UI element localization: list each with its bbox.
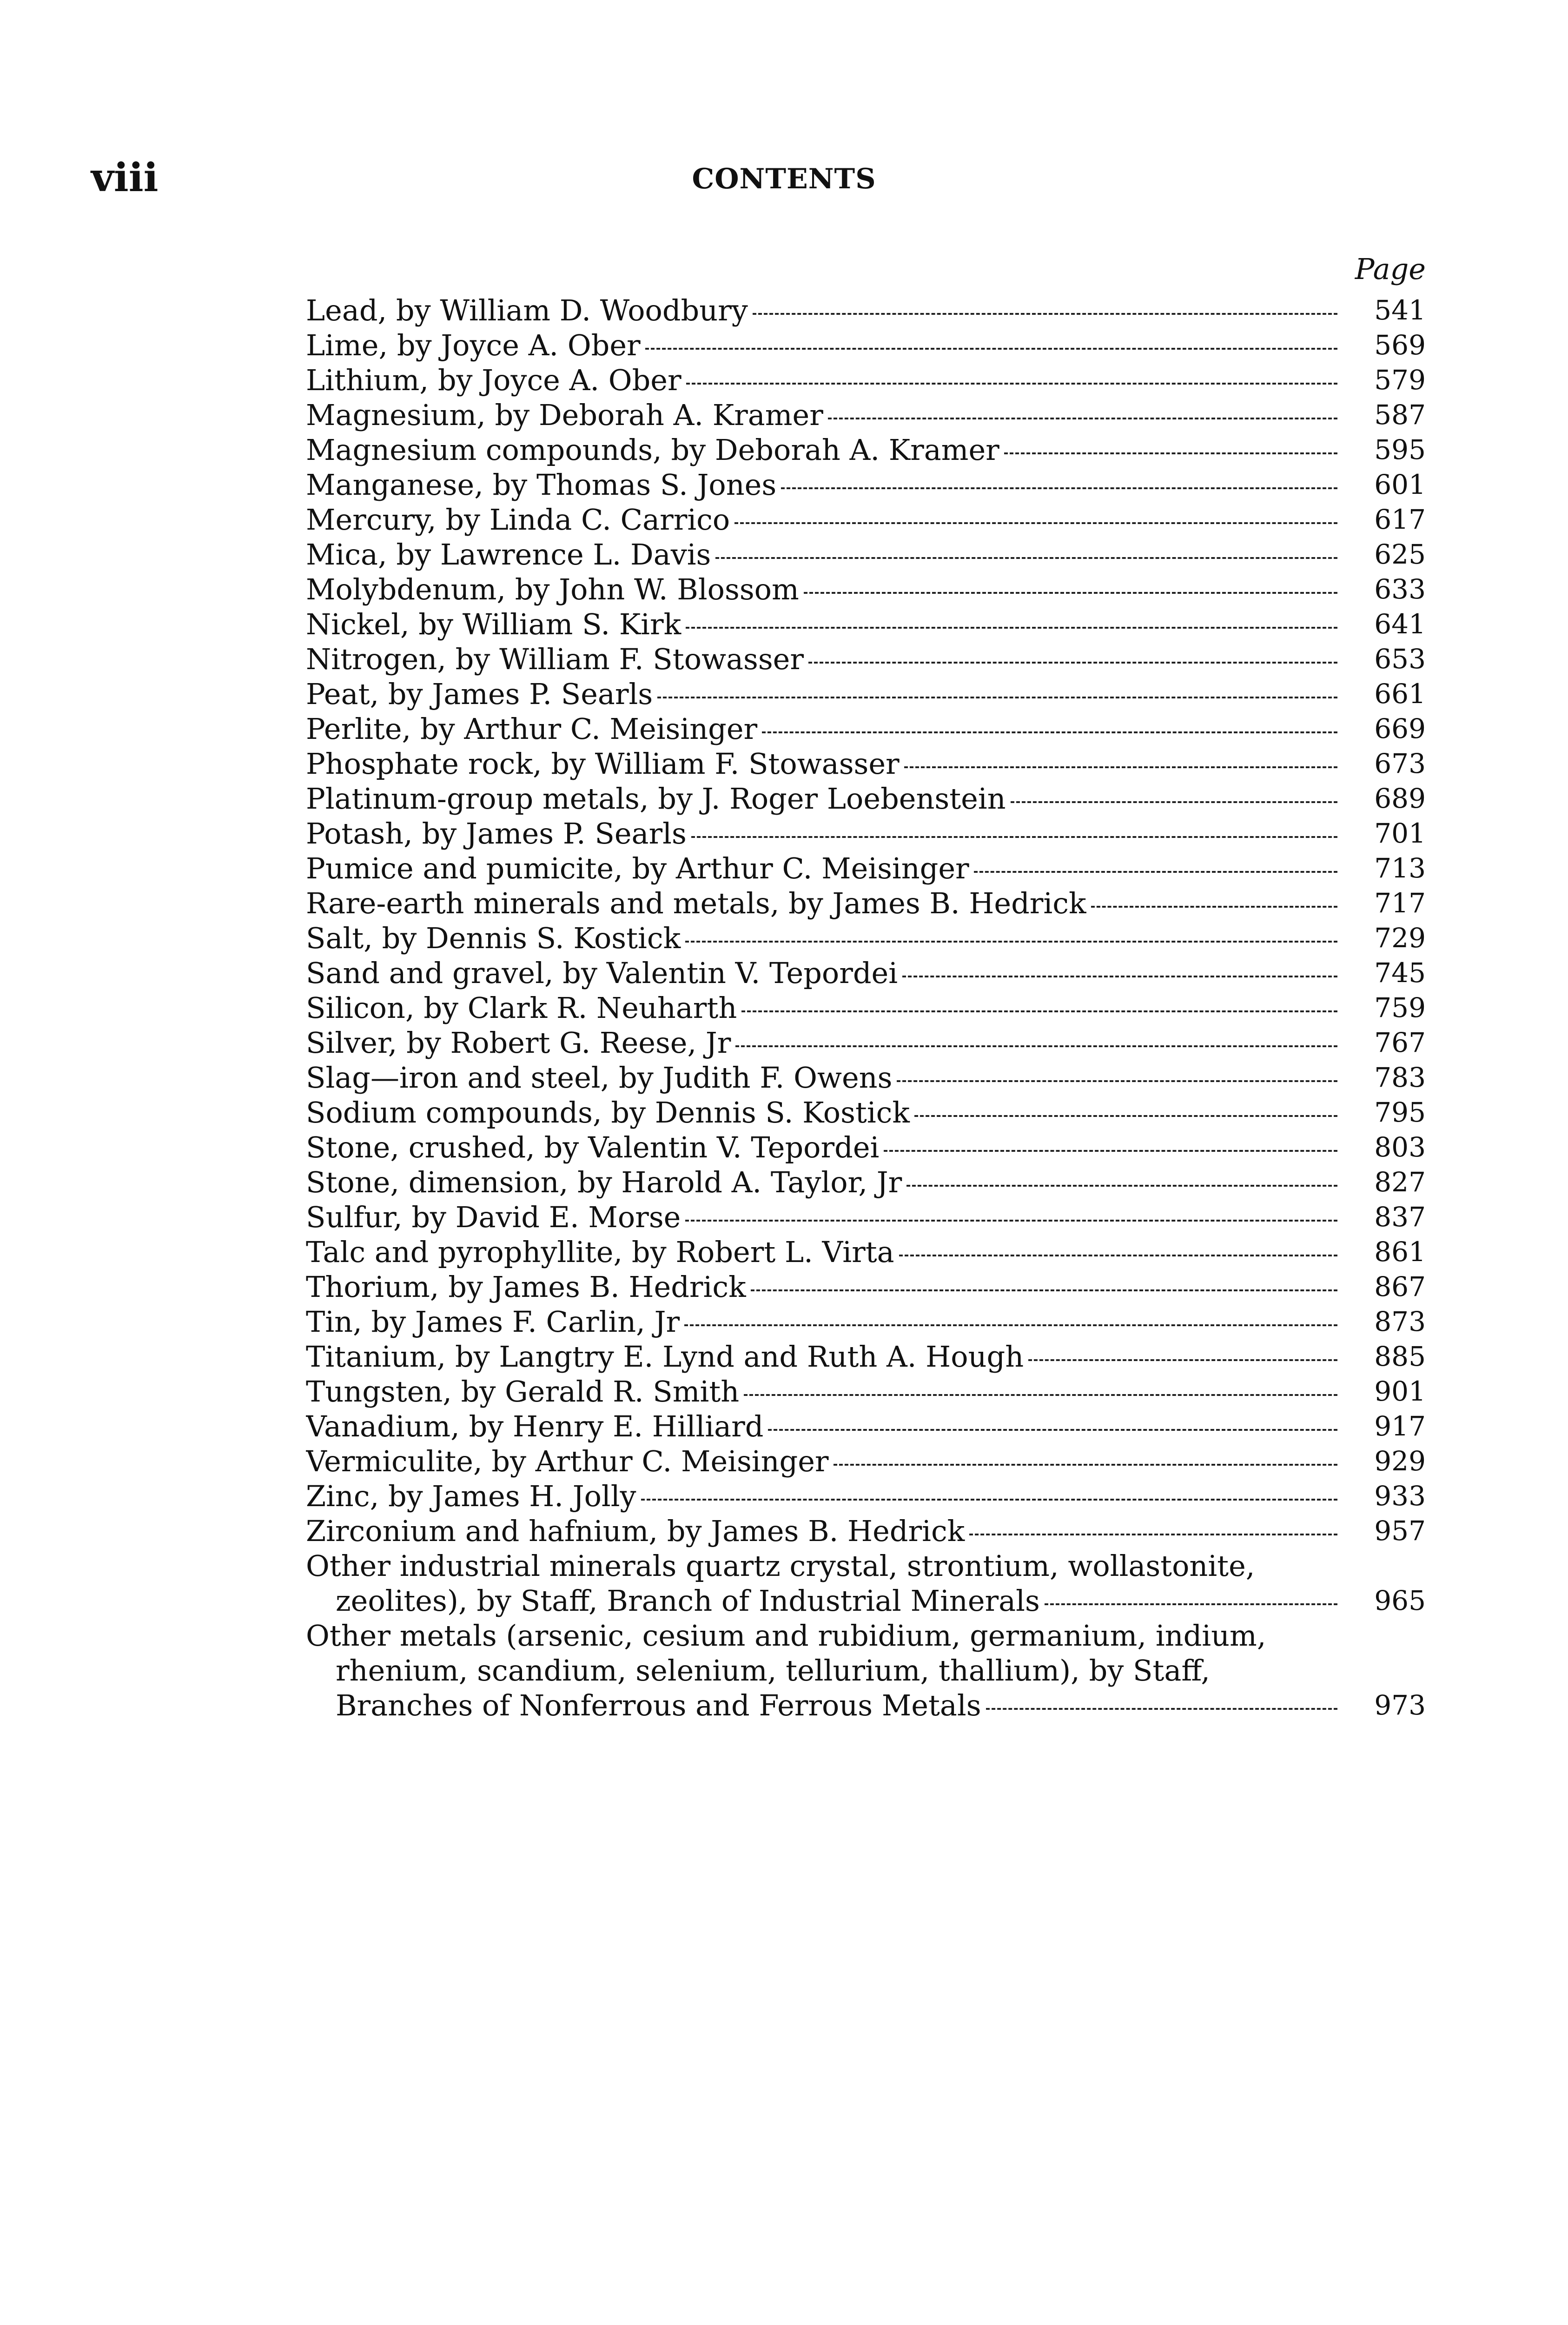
toc-entry — [306, 1269, 1426, 1304]
entry-page: 701 — [1374, 817, 1426, 849]
entry-page: 867 — [1374, 1271, 1426, 1302]
toc-entry — [306, 990, 1426, 1025]
entry-page: 933 — [1374, 1480, 1426, 1512]
toc-entry — [306, 1444, 1426, 1479]
toc-entry — [306, 293, 1426, 328]
entry-title: Sodium compounds, by Dennis S. Kostick — [306, 1096, 910, 1129]
entry-page: 837 — [1374, 1201, 1426, 1233]
toc-entry — [306, 607, 1426, 642]
toc-entry — [306, 711, 1426, 746]
entry-page: 873 — [1374, 1306, 1426, 1337]
entry-page: 745 — [1374, 957, 1426, 989]
toc-entry — [306, 1060, 1426, 1095]
entry-page: 641 — [1374, 608, 1426, 640]
dot-leader — [715, 556, 1337, 559]
table-of-contents — [306, 293, 1426, 1723]
toc-entry — [306, 956, 1426, 990]
entry-page: 587 — [1374, 399, 1426, 431]
dot-leader — [986, 1707, 1337, 1710]
entry-page: 795 — [1374, 1096, 1426, 1128]
dot-leader — [685, 1219, 1337, 1222]
entry-title: Zirconium and hafnium, by James B. Hedrick — [306, 1514, 965, 1548]
entry-page: 783 — [1374, 1062, 1426, 1093]
toc-entry-other-industrial-minerals — [306, 1548, 1426, 1618]
entry-title: Potash, by James P. Searls — [306, 817, 687, 850]
dot-leader — [1011, 800, 1337, 803]
entry-title: Vanadium, by Henry E. Hilliard — [306, 1409, 764, 1443]
entry-title: Lead, by William D. Woodbury — [306, 293, 748, 327]
toc-entry — [306, 467, 1426, 502]
dot-leader — [762, 731, 1337, 733]
toc-entry — [306, 677, 1426, 711]
entry-title: Silicon, by Clark R. Neuharth — [306, 991, 737, 1025]
entry-page: 673 — [1374, 748, 1426, 779]
entry-title: Stone, dimension, by Harold A. Taylor, Jr — [306, 1165, 902, 1199]
entry-page: 633 — [1374, 573, 1426, 605]
dot-leader — [781, 486, 1337, 489]
entry-title: Nickel, by William S. Kirk — [306, 607, 681, 641]
entry-page: 803 — [1374, 1131, 1426, 1163]
dot-leader — [906, 1184, 1337, 1187]
entry-title-line: rhenium, scandium, selenium, tellurium, thallium), by Staff, — [336, 1654, 1210, 1687]
entry-title: Magnesium, by Deborah A. Kramer — [306, 398, 823, 432]
entry-page: 917 — [1374, 1410, 1426, 1442]
toc-entry — [306, 363, 1426, 398]
entry-title: Talc and pyrophyllite, by Robert L. Virta — [306, 1235, 894, 1269]
toc-entry — [306, 1479, 1426, 1514]
entry-page: 569 — [1374, 329, 1426, 361]
toc-entry — [306, 851, 1426, 886]
entry-title: Stone, crushed, by Valentin V. Tepordei — [306, 1130, 880, 1164]
dot-leader — [828, 417, 1337, 419]
toc-entry — [306, 1409, 1426, 1444]
page-folio: viii — [91, 154, 159, 200]
entry-page: 827 — [1374, 1166, 1426, 1198]
dot-leader — [974, 870, 1337, 873]
dot-leader — [914, 1114, 1337, 1117]
toc-entry — [306, 1339, 1426, 1374]
entry-title: Rare-earth minerals and metals, by James B. Hedrick — [306, 886, 1086, 920]
dot-leader — [686, 382, 1337, 385]
toc-entry — [306, 1130, 1426, 1165]
dot-leader — [685, 940, 1337, 943]
dot-leader — [897, 1079, 1337, 1082]
entry-title: Titanium, by Langtry E. Lynd and Ruth A. Hough — [306, 1340, 1024, 1374]
entry-page: 767 — [1374, 1027, 1426, 1058]
entry-page: 595 — [1374, 434, 1426, 465]
toc-entry — [306, 746, 1426, 781]
dot-leader — [1091, 905, 1337, 908]
entry-title: Zinc, by James H. Jolly — [306, 1479, 636, 1513]
dot-leader — [899, 1254, 1337, 1256]
entry-page: 601 — [1374, 469, 1426, 500]
entry-page: 957 — [1374, 1515, 1426, 1547]
entry-title: Slag—iron and steel, by Judith F. Owens — [306, 1061, 893, 1095]
dot-leader — [645, 347, 1337, 350]
dot-leader — [641, 1498, 1337, 1501]
entry-title: Molybdenum, by John W. Blossom — [306, 572, 799, 606]
entry-page: 541 — [1374, 294, 1426, 326]
entry-page: 669 — [1374, 713, 1426, 744]
entry-page: 729 — [1374, 922, 1426, 954]
entry-page: 861 — [1374, 1236, 1426, 1268]
entry-page: 901 — [1374, 1375, 1426, 1407]
entry-title: Sand and gravel, by Valentin V. Tepordei — [306, 956, 898, 990]
toc-entry — [306, 432, 1426, 467]
toc-entry — [306, 1095, 1426, 1130]
dot-leader — [741, 1010, 1337, 1012]
toc-entry — [306, 816, 1426, 851]
dot-leader — [969, 1533, 1337, 1535]
entry-title: Tin, by James F. Carlin, Jr — [306, 1305, 680, 1339]
entry-page: 759 — [1374, 992, 1426, 1023]
entry-page: 617 — [1374, 504, 1426, 535]
entry-title: Silver, by Robert G. Reese, Jr — [306, 1026, 731, 1060]
entry-title: Phosphate rock, by William F. Stowasser — [306, 747, 900, 781]
entry-title: Sulfur, by David E. Morse — [306, 1200, 681, 1234]
toc-entry — [306, 328, 1426, 363]
entry-page: 885 — [1374, 1341, 1426, 1372]
entry-title: Platinum-group metals, by J. Roger Loebenstein — [306, 782, 1006, 816]
toc-entry — [306, 1025, 1426, 1060]
entry-page: 625 — [1374, 538, 1426, 570]
toc-entry — [306, 886, 1426, 921]
toc-entry — [306, 398, 1426, 432]
dot-leader — [834, 1463, 1337, 1466]
entry-page: 929 — [1374, 1445, 1426, 1477]
dot-leader — [684, 1323, 1337, 1326]
entry-title-line: Other industrial minerals quartz crystal, strontium, wollastonite, — [306, 1549, 1255, 1583]
dot-leader — [734, 521, 1337, 524]
entry-title: Perlite, by Arthur C. Meisinger — [306, 712, 758, 746]
toc-entry — [306, 502, 1426, 537]
toc-entry-other-metals — [306, 1618, 1426, 1723]
entry-page: 713 — [1374, 852, 1426, 884]
dot-leader — [735, 1044, 1337, 1047]
dot-leader — [902, 975, 1337, 977]
entry-page: 653 — [1374, 643, 1426, 675]
toc-entry — [306, 1304, 1426, 1339]
toc-entry — [306, 1374, 1426, 1409]
entry-title-line: Branches of Nonferrous and Ferrous Metals — [336, 1688, 981, 1722]
entry-title: Salt, by Dennis S. Kostick — [306, 921, 681, 955]
dot-leader — [1028, 1358, 1337, 1361]
dot-leader — [884, 1149, 1337, 1152]
entry-page: 579 — [1374, 364, 1426, 396]
entry-title: Tungsten, by Gerald R. Smith — [306, 1375, 740, 1408]
dot-leader — [686, 626, 1337, 629]
entry-page: 973 — [1374, 1689, 1426, 1721]
entry-page: 661 — [1374, 678, 1426, 710]
entry-title: Lime, by Joyce A. Ober — [306, 328, 641, 362]
dot-leader — [751, 1289, 1337, 1291]
entry-page: 965 — [1374, 1585, 1426, 1616]
toc-entry — [306, 642, 1426, 677]
dot-leader — [657, 696, 1337, 698]
toc-entry — [306, 781, 1426, 816]
toc-entry — [306, 1165, 1426, 1200]
dot-leader — [904, 765, 1337, 768]
entry-page: 717 — [1374, 887, 1426, 919]
toc-entry — [306, 537, 1426, 572]
toc-entry — [306, 1514, 1426, 1548]
entry-title-line: zeolites), by Staff, Branch of Industrial Minerals — [336, 1584, 1040, 1618]
entry-title: Vermiculite, by Arthur C. Meisinger — [306, 1444, 829, 1478]
entry-page: 689 — [1374, 783, 1426, 814]
toc-entry — [306, 1200, 1426, 1235]
entry-title: Mica, by Lawrence L. Davis — [306, 538, 711, 571]
dot-leader — [744, 1393, 1337, 1396]
dot-leader — [768, 1428, 1337, 1431]
dot-leader — [753, 312, 1337, 315]
dot-leader — [808, 661, 1337, 664]
toc-entry — [306, 921, 1426, 956]
toc-entry — [306, 1235, 1426, 1269]
entry-title: Lithium, by Joyce A. Ober — [306, 363, 681, 397]
entry-title: Pumice and pumicite, by Arthur C. Meisinger — [306, 851, 969, 885]
entry-title-line: Other metals (arsenic, cesium and rubidium, germanium, indium, — [306, 1619, 1266, 1653]
entry-title: Thorium, by James B. Hedrick — [306, 1270, 746, 1304]
toc-entry — [306, 572, 1426, 607]
dot-leader — [804, 591, 1337, 594]
running-head: CONTENTS — [692, 163, 876, 195]
dot-leader — [1004, 452, 1337, 454]
entry-title: Magnesium compounds, by Deborah A. Kramer — [306, 433, 999, 467]
dot-leader — [691, 835, 1337, 838]
entry-title: Mercury, by Linda C. Carrico — [306, 503, 730, 537]
entry-title: Peat, by James P. Searls — [306, 677, 653, 711]
entry-title: Manganese, by Thomas S. Jones — [306, 468, 777, 502]
entry-title: Nitrogen, by William F. Stowasser — [306, 642, 804, 676]
page-column-label: Page — [1355, 252, 1426, 286]
dot-leader — [1045, 1602, 1337, 1605]
